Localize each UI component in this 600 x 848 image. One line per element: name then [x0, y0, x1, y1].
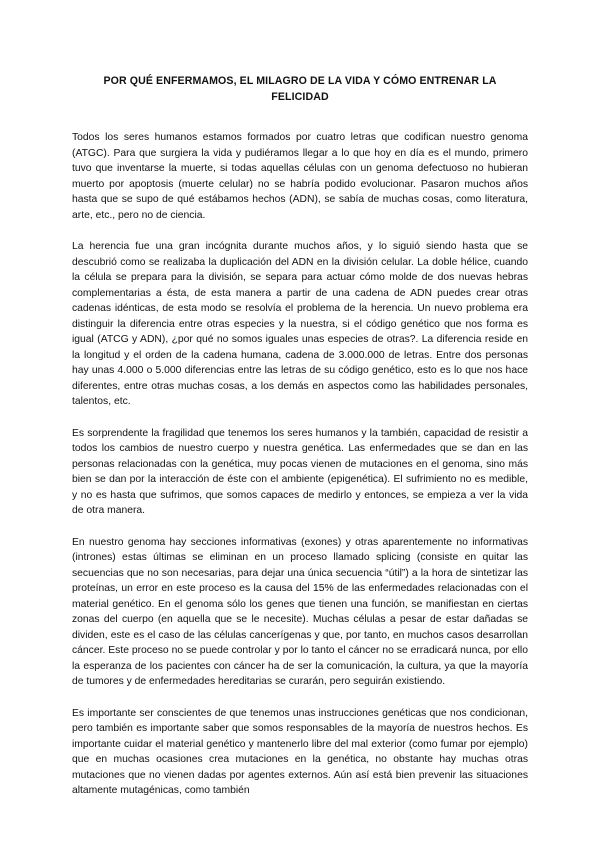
paragraph-heredity: La herencia fue una gran incógnita durante muchos años, y lo siguió siendo hasta que se descubrió como se realizaba la duplicación del ADN en la división celular. La doble hélice, cuando la célula se prepara para la división, se separa para actuar cómo molde de dos nuevas hebras complementarias a ésta, de esta manera a partir de una cadena de ADN puedes crear otras cadenas idénticas, de esta modo se resolvía el problema de la herencia. Un nuevo problema era distinguir la diferencia entre otras especies y la nuestra, si el código genético que nos forma es igual (ATCG y ADN), ¿por qué no somos iguales unas especies de otras?. La diferencia reside en la longitud y el orden de la cadena humana, cadena de 3.000.000 de letras. Entre dos personas hay unas 4.000 o 5.000 diferencias entre las letras de su código genético, esto es lo que nos hace diferentes, entre otras muchas cosas, a los demás en aspectos como las habilidades personales, talentos, etc. [72, 241, 528, 407]
paragraph-exons-introns: En nuestro genoma hay secciones informativas (exones) y otras aparentemente no informativas (intrones) estas últimas se eliminan en un proceso llamado splicing (consiste en quitar las secuencias que no son necesarias, para dejar una única secuencia “útil”) a la hora de sintetizar las proteínas, un error en este proceso es la causa del 15% de las enfermedades relacionadas con el material genético. En el genoma sólo los genes que tienen una función, se manifiestan en ciertas zonas del cuerpo (en aquella que se le necesite). Muchas células a pesar de estar dañadas se dividen, este es el caso de las células cancerígenas y que, por tanto, en muchos casos desarrollan cáncer. Este proceso no se puede controlar y por lo tanto el cáncer no se erradicará nunca, por ello la esperanza de los pacientes con cáncer ha de ser la comunicación, la cultura, ya que la mayoría de tumores y de enfermedades hereditarias se curarán, pero seguirán existiendo. [72, 536, 528, 687]
paragraph-fragility: Es sorprendente la fragilidad que tenemos los seres humanos y la también, capacidad de resistir a todos los cambios de nuestro cuerpo y nuestra genética. Las enfermedades que se dan en las personas relacionadas con la genética, muy pocas vienen de mutaciones en el genoma, sino más bien se dan por la interacción de éste con el ambiente (epigenética). El sufrimiento no es medible, y no es hasta que sufrimos, que somos capaces de medirlo y entonces, se empieza a ver la vida de otra manera. [72, 427, 528, 516]
document-body [72, 130, 528, 815]
document-title: POR QUÉ ENFERMAMOS, EL MILAGRO DE LA VIDA Y CÓMO ENTRENAR LA FELICIDAD [103, 75, 497, 103]
paragraph-genome-letters: Todos los seres humanos estamos formados por cuatro letras que codifican nuestro genoma (ATGC). Para que surgiera la vida y pudiéramos llegar a lo que hoy en día es el mundo, primero tuvo que inventarse la muerte, si todas aquellas células con un genoma defectuoso no hubieran muerto por apoptosis (muerte celular) no se habría podido evolucionar. Pasaron muchos años hasta que se supo de qué estábamos hechos (ADN), se sabía de muchas cosas, como literatura, arte, etc., pero no de ciencia. [72, 132, 528, 221]
paragraph-responsibility: Es importante ser conscientes de que tenemos unas instrucciones genéticas que nos condicionan, pero también es importante saber que somos responsables de la mayoría de nuestros hechos. Es importante cuidar el material genético y mantenerlo libre del mal exterior (como fumar por ejemplo) que en muchas ocasiones crea mutaciones en la genética, no obstante hay muchas otras mutaciones que no vienen dadas por agentes externos. Aún así está bien prevenir las situaciones altamente mutagénicas, como también [72, 707, 528, 796]
